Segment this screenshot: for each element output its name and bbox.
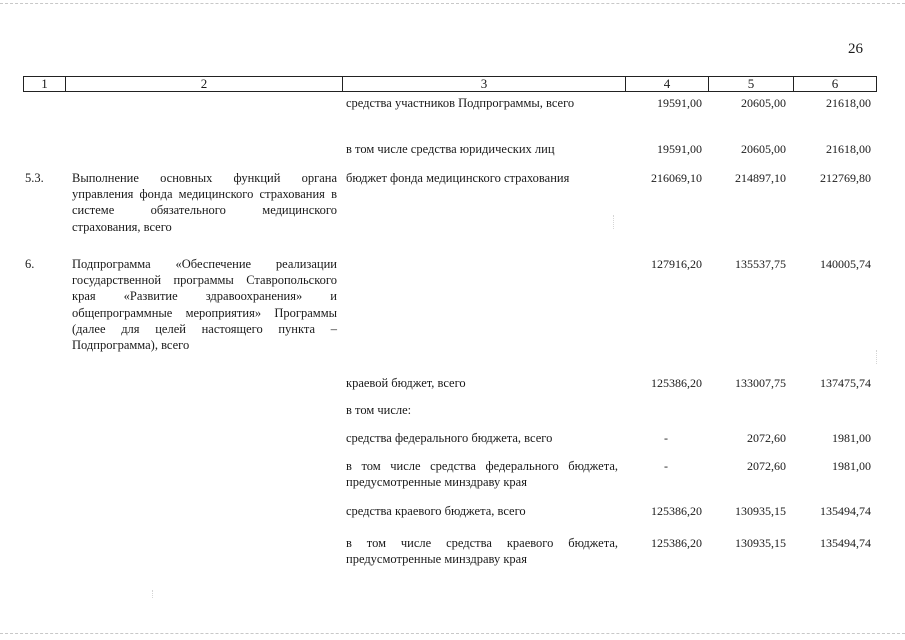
row-value-col5: 130935,15 — [735, 536, 786, 550]
row-source: в том числе: — [346, 403, 412, 417]
column-header-4: 4 — [626, 77, 709, 91]
row-value-col6: 137475,74 — [820, 376, 871, 390]
row-number: 5.3. — [25, 171, 44, 185]
row-source: средства федерального бюджета, всего — [346, 431, 553, 445]
row-value-col4: 216069,10 — [651, 171, 702, 185]
scan-edge-bottom — [0, 633, 905, 634]
row-value-col4: 19591,00 — [657, 96, 702, 110]
row-value-col4: - — [664, 459, 668, 473]
row-value-col4: 125386,20 — [651, 504, 702, 518]
row-name: Подпрограмма «Обеспечение реализации государственной программы Ставропольского края «Развитие здравоохранения» и общепрограммные мероприятия» Программы (далее для целей настоящего пункта – Подпрограмма), всего — [72, 257, 337, 353]
row-value-col6: 21618,00 — [826, 142, 871, 156]
row-value-col4: 19591,00 — [657, 142, 702, 156]
row-source: средства участников Подпрограммы, всего — [346, 96, 575, 110]
row-number: 6. — [25, 257, 35, 271]
row-value-col6: 1981,00 — [832, 431, 871, 445]
scan-edge-top — [0, 3, 905, 4]
scan-artifact — [152, 590, 153, 598]
row-name: Выполнение основных функций органа управления фонда медицинского страхования в системе обязательного медицинского страхования, всего — [72, 171, 337, 234]
page-number: 26 — [848, 41, 863, 57]
scan-artifact — [613, 215, 614, 229]
row-value-col4: - — [664, 431, 668, 445]
row-value-col6: 21618,00 — [826, 96, 871, 110]
row-value-col6: 212769,80 — [820, 171, 871, 185]
row-value-col5: 133007,75 — [735, 376, 786, 390]
row-source: в том числе средства краевого бюджета, предусмотренные минздраву края — [346, 536, 618, 567]
row-value-col6: 140005,74 — [820, 257, 871, 271]
row-value-col4: 125386,20 — [651, 536, 702, 550]
row-value-col5: 214897,10 — [735, 171, 786, 185]
row-source: в том числе средства юридических лиц — [346, 142, 555, 156]
column-header-1: 1 — [24, 77, 66, 91]
row-value-col6: 135494,74 — [820, 536, 871, 550]
row-source: краевой бюджет, всего — [346, 376, 466, 390]
row-value-col5: 2072,60 — [747, 431, 786, 445]
row-value-col4: 125386,20 — [651, 376, 702, 390]
column-header-2: 2 — [66, 77, 343, 91]
row-value-col6: 135494,74 — [820, 504, 871, 518]
column-header-3: 3 — [343, 77, 626, 91]
row-value-col5: 130935,15 — [735, 504, 786, 518]
table-header — [23, 76, 877, 92]
row-source: средства краевого бюджета, всего — [346, 504, 526, 518]
row-value-col6: 1981,00 — [832, 459, 871, 473]
row-source: бюджет фонда медицинского страхования — [346, 171, 570, 185]
row-value-col5: 20605,00 — [741, 96, 786, 110]
row-value-col5: 2072,60 — [747, 459, 786, 473]
column-header-5: 5 — [709, 77, 794, 91]
row-value-col5: 135537,75 — [735, 257, 786, 271]
row-source: в том числе средства федерального бюджета, предусмотренные минздраву края — [346, 459, 618, 490]
row-value-col4: 127916,20 — [651, 257, 702, 271]
row-value-col5: 20605,00 — [741, 142, 786, 156]
column-header-6: 6 — [831, 76, 839, 91]
scan-artifact — [876, 350, 877, 364]
